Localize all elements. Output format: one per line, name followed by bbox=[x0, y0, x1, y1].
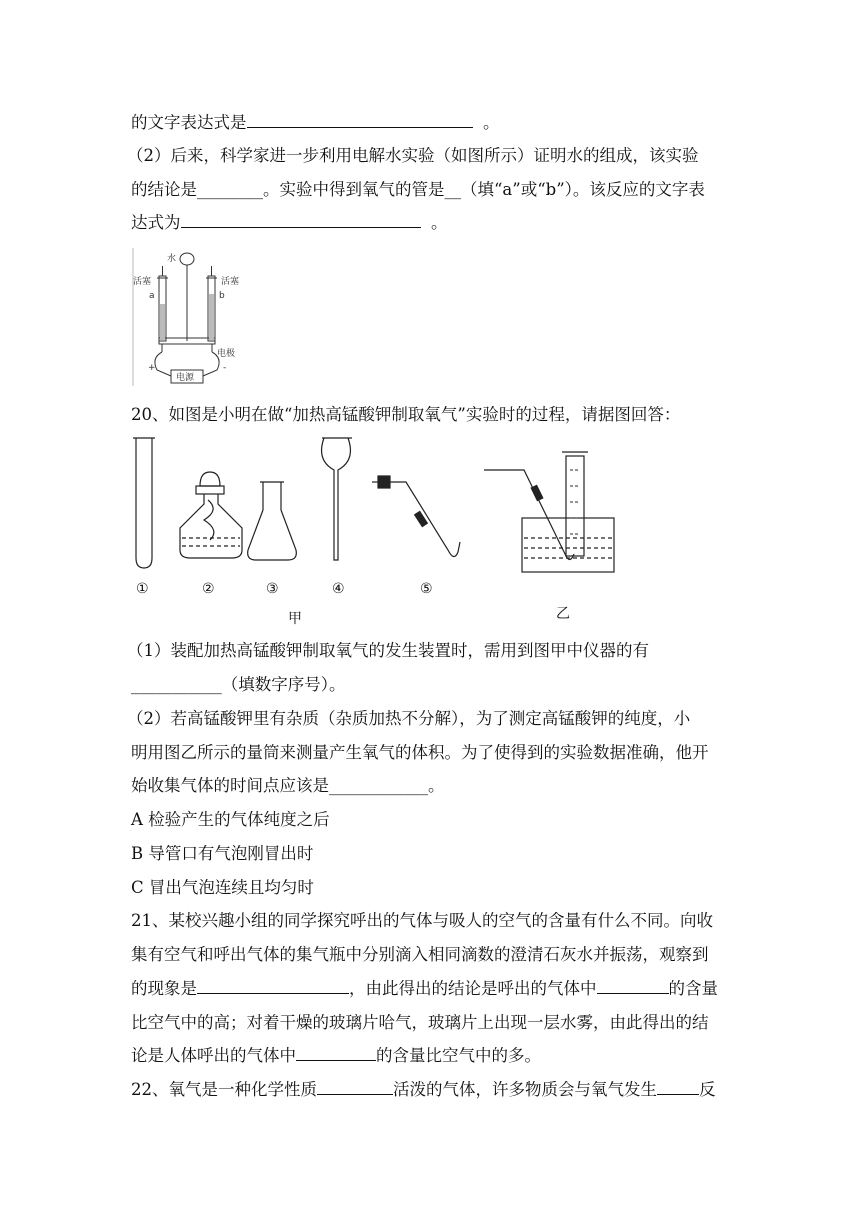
q19-part2-line-2: 的结论是________。实验中得到氧气的管是__（填“a”或“b”）。该反应的文字表 bbox=[131, 180, 705, 199]
q20-part1-line-2: ___________（填数字序号）。 bbox=[131, 675, 346, 694]
water-label: 水 bbox=[167, 254, 177, 264]
lab-instruments-figure bbox=[120, 430, 620, 630]
valve-label-right: 活塞 bbox=[221, 277, 240, 287]
test-tube bbox=[133, 438, 155, 568]
option-b[interactable]: B 导管口有气泡刚冒出时 bbox=[131, 844, 314, 863]
erlenmeyer-flask bbox=[248, 482, 297, 560]
q21-line-2: 集有空气和呼出气体的集气瓶中分别滴入相同滴数的澄清石灰水并振荡，观察到 bbox=[131, 945, 709, 964]
q19-line-1: 的文字表达式是 。 bbox=[131, 113, 500, 132]
power-label: 电源 bbox=[176, 373, 195, 383]
answer-blank[interactable] bbox=[325, 112, 473, 128]
q21-line-1: 21、某校兴趣小组的同学探究呼出的气体与吸人的空气的含量有什么不同。向收 bbox=[131, 911, 713, 930]
label-2: ② bbox=[202, 581, 215, 597]
answer-blank[interactable] bbox=[597, 978, 669, 994]
option-c[interactable]: C 冒出气泡连续且均匀时 bbox=[131, 878, 314, 897]
answer-blank[interactable] bbox=[181, 212, 239, 228]
plus-sign: + bbox=[148, 363, 156, 373]
water-trough-and-graduated-cylinder bbox=[484, 452, 614, 572]
q19-part2-line-1: （2）后来，科学家进一步利用电解水实验（如图所示）证明水的组成，该实验 bbox=[127, 146, 699, 165]
label-1: ① bbox=[136, 581, 149, 597]
valve-label-left: 活塞 bbox=[133, 277, 152, 287]
label-4: ④ bbox=[332, 581, 345, 597]
answer-blank[interactable] bbox=[657, 1079, 699, 1095]
label-5: ⑤ bbox=[420, 581, 433, 597]
q20-part1-line-1: （1）装配加热高锰酸钾制取氧气的发生装置时，需用到图甲中仪器的有 bbox=[127, 641, 649, 660]
answer-blank[interactable] bbox=[197, 978, 237, 994]
q20-part2-line-1: （2）若高锰酸钾里有杂质（杂质加热不分解），为了测定高锰酸钾的纯度，小 bbox=[127, 709, 691, 728]
q20-title: 20、如图是小明在做“加热高锰酸钾制取氧气”实验时的过程，请据图回答： bbox=[131, 405, 681, 424]
q20-part2-line-2: 明用图乙所示的量筒来测量产生氧气的体积。为了使得到的实验数据准确，他开 bbox=[131, 743, 709, 762]
q21-line-4: 比空气中的高；对着干燥的玻璃片哈气，玻璃片上出现一层水雾，由此得出的结 bbox=[131, 1013, 709, 1032]
minus-sign: - bbox=[223, 363, 227, 373]
group-label-yi: 乙 bbox=[556, 606, 570, 622]
answer-blank[interactable] bbox=[296, 1045, 376, 1061]
tube-b-label: b bbox=[219, 291, 225, 301]
stopper-and-delivery-tube bbox=[372, 476, 460, 557]
answer-blank[interactable] bbox=[317, 1079, 393, 1095]
q21-line-3: 的现象是 ，由此得出的结论是呼出的气体中 的含量 bbox=[131, 979, 718, 998]
q21-line-5: 论是人体呼出的气体中 的含量比空气中的多。 bbox=[131, 1046, 541, 1065]
q20-part2-line-3: 始收集气体的时间点应该是____________。 bbox=[131, 776, 445, 795]
water-reservoir bbox=[180, 253, 194, 265]
electrolysis-apparatus-figure bbox=[131, 246, 243, 388]
alcohol-lamp bbox=[180, 472, 242, 558]
long-neck-funnel bbox=[322, 438, 352, 560]
answer-blank[interactable] bbox=[247, 112, 325, 128]
group-label-jia: 甲 bbox=[288, 611, 302, 627]
q19-part2-line-3: 达式为 。 bbox=[131, 213, 448, 232]
tube-a-label: a bbox=[149, 291, 155, 301]
label-3: ③ bbox=[266, 581, 279, 597]
electrode-label: 电极 bbox=[217, 349, 236, 359]
answer-blank[interactable] bbox=[239, 212, 421, 228]
q22-line-1: 22、氧气是一种化学性质 活泼的气体，许多物质会与氧气发生 反 bbox=[131, 1080, 716, 1099]
answer-blank[interactable] bbox=[237, 978, 349, 994]
option-a[interactable]: A 检验产生的气体纯度之后 bbox=[131, 810, 330, 829]
